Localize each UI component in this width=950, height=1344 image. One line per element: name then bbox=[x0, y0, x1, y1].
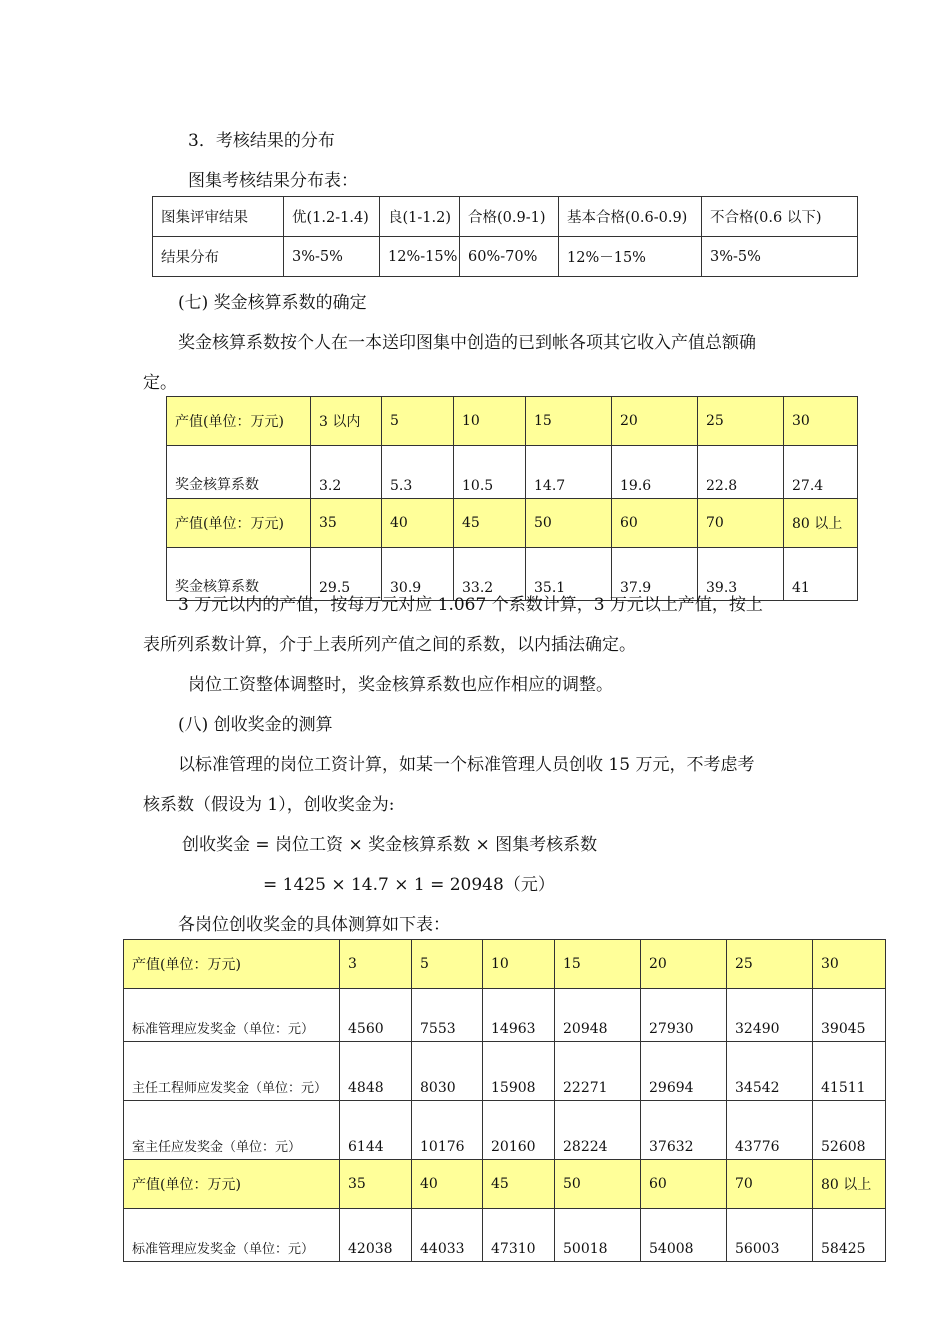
table-cell: 45 bbox=[454, 499, 526, 548]
table-cell: 15908 bbox=[483, 1042, 555, 1101]
table-cell: 10176 bbox=[412, 1101, 483, 1160]
header-cell: 不合格(0.6 以下) bbox=[702, 197, 858, 237]
table-cell: 30.9 bbox=[382, 548, 454, 601]
table-cell: 33.2 bbox=[454, 548, 526, 601]
header-cell: 优(1.2-1.4) bbox=[284, 197, 380, 237]
table-cell: 10 bbox=[483, 940, 555, 989]
table-cell: 6144 bbox=[340, 1101, 412, 1160]
table-cell: 56003 bbox=[727, 1209, 813, 1262]
table-cell: 80 以上 bbox=[813, 1160, 886, 1209]
table-cell: 50 bbox=[526, 499, 612, 548]
table-cell: 标准管理应发奖金（单位：元） bbox=[124, 1209, 340, 1262]
table-row bbox=[167, 548, 858, 601]
table-3-caption: 各岗位创收奖金的具体测算如下表： bbox=[178, 915, 450, 935]
table-cell: 奖金核算系数 bbox=[167, 446, 311, 499]
section-8-heading: (八) 创收奖金的测算 bbox=[178, 715, 333, 735]
table-cell: 60%-70% bbox=[460, 237, 559, 277]
table-cell: 14963 bbox=[483, 989, 555, 1042]
table-row-highlight bbox=[124, 940, 886, 989]
table-cell: 40 bbox=[382, 499, 454, 548]
table-cell: 20948 bbox=[555, 989, 641, 1042]
table-cell: 27.4 bbox=[784, 446, 858, 499]
table-cell: 3.2 bbox=[311, 446, 382, 499]
table-cell: 35 bbox=[340, 1160, 412, 1209]
table-1-caption: 图集考核结果分布表： bbox=[188, 171, 358, 191]
header-cell: 良(1-1.2) bbox=[380, 197, 460, 237]
table-cell: 产值(单位：万元) bbox=[124, 940, 340, 989]
table-cell: 42038 bbox=[340, 1209, 412, 1262]
table-cell: 10 bbox=[454, 397, 526, 446]
table-cell: 奖金核算系数 bbox=[167, 548, 311, 601]
table-row-highlight bbox=[167, 499, 858, 548]
table-cell: 44033 bbox=[412, 1209, 483, 1262]
table-cell: 70 bbox=[698, 499, 784, 548]
table-cell: 3 以内 bbox=[311, 397, 382, 446]
table-row bbox=[124, 989, 886, 1042]
table-cell: 10.5 bbox=[454, 446, 526, 499]
section-8-paragraph-line-1: 以标准管理的岗位工资计算，如某一个标准管理人员创收 15 万元，不考虑考 bbox=[178, 755, 755, 775]
table-cell: 39045 bbox=[813, 989, 886, 1042]
table-cell: 4560 bbox=[340, 989, 412, 1042]
table-cell: 58425 bbox=[813, 1209, 886, 1262]
table-cell: 7553 bbox=[412, 989, 483, 1042]
table-cell: 室主任应发奖金（单位：元） bbox=[124, 1101, 340, 1160]
table-cell: 8030 bbox=[412, 1042, 483, 1101]
evaluation-distribution-table bbox=[152, 196, 858, 277]
header-cell: 图集评审结果 bbox=[153, 197, 284, 237]
paragraph-interpolation-line-1: 3 万元以内的产值，按每万元对应 1.067 个系数计算，3 万元以上产值，按上 bbox=[178, 595, 763, 615]
table-row-highlight bbox=[124, 1160, 886, 1209]
table-cell: 19.6 bbox=[612, 446, 698, 499]
table-cell: 15 bbox=[555, 940, 641, 989]
table-cell: 29.5 bbox=[311, 548, 382, 601]
table-cell: 50 bbox=[555, 1160, 641, 1209]
table-cell: 28224 bbox=[555, 1101, 641, 1160]
table-cell: 3 bbox=[340, 940, 412, 989]
table-cell: 主任工程师应发奖金（单位：元） bbox=[124, 1042, 340, 1101]
table-cell: 50018 bbox=[555, 1209, 641, 1262]
table-cell: 20 bbox=[612, 397, 698, 446]
table-cell: 20160 bbox=[483, 1101, 555, 1160]
paragraph-adjustment: 岗位工资整体调整时，奖金核算系数也应作相应的调整。 bbox=[188, 675, 613, 695]
table-cell: 32490 bbox=[727, 989, 813, 1042]
table-cell: 39.3 bbox=[698, 548, 784, 601]
table-header-row bbox=[153, 197, 858, 237]
table-cell: 35 bbox=[311, 499, 382, 548]
section-3-heading: 3．考核结果的分布 bbox=[188, 131, 335, 151]
table-cell: 产值(单位：万元) bbox=[167, 499, 311, 548]
table-cell: 70 bbox=[727, 1160, 813, 1209]
table-cell: 52608 bbox=[813, 1101, 886, 1160]
section-7-paragraph-line-1: 奖金核算系数按个人在一本送印图集中创造的已到帐各项其它收入产值总额确 bbox=[178, 333, 756, 353]
table-cell: 产值(单位：万元) bbox=[124, 1160, 340, 1209]
table-cell: 产值(单位：万元) bbox=[167, 397, 311, 446]
table-cell: 30 bbox=[813, 940, 886, 989]
table-cell: 22.8 bbox=[698, 446, 784, 499]
table-row bbox=[153, 237, 858, 277]
table-row bbox=[124, 1209, 886, 1262]
table-cell: 5.3 bbox=[382, 446, 454, 499]
table-cell: 35.1 bbox=[526, 548, 612, 601]
table-cell: 37.9 bbox=[612, 548, 698, 601]
table-cell: 25 bbox=[698, 397, 784, 446]
table-cell: 54008 bbox=[641, 1209, 727, 1262]
table-cell: 29694 bbox=[641, 1042, 727, 1101]
table-cell: 3%-5% bbox=[702, 237, 858, 277]
section-7-heading: (七) 奖金核算系数的确定 bbox=[178, 293, 367, 313]
table-cell: 3%-5% bbox=[284, 237, 380, 277]
header-cell: 基本合格(0.6-0.9) bbox=[559, 197, 702, 237]
table-cell: 20 bbox=[641, 940, 727, 989]
table-cell: 30 bbox=[784, 397, 858, 446]
table-cell: 40 bbox=[412, 1160, 483, 1209]
table-cell: 22271 bbox=[555, 1042, 641, 1101]
section-8-paragraph-line-2: 核系数（假设为 1），创收奖金为: bbox=[143, 795, 395, 815]
table-cell: 结果分布 bbox=[153, 237, 284, 277]
table-cell: 25 bbox=[727, 940, 813, 989]
table-cell: 4848 bbox=[340, 1042, 412, 1101]
table-cell: 标准管理应发奖金（单位：元） bbox=[124, 989, 340, 1042]
table-cell: 12%－15% bbox=[559, 237, 702, 277]
table-cell: 80 以上 bbox=[784, 499, 858, 548]
table-row bbox=[124, 1101, 886, 1160]
position-bonus-table bbox=[123, 939, 886, 1262]
table-row bbox=[124, 1042, 886, 1101]
table-cell: 15 bbox=[526, 397, 612, 446]
table-cell: 27930 bbox=[641, 989, 727, 1042]
bonus-coefficient-table bbox=[166, 396, 858, 601]
table-row bbox=[167, 446, 858, 499]
table-cell: 14.7 bbox=[526, 446, 612, 499]
table-cell: 34542 bbox=[727, 1042, 813, 1101]
table-cell: 5 bbox=[412, 940, 483, 989]
table-cell: 12%-15% bbox=[380, 237, 460, 277]
bonus-formula: 创收奖金 = 岗位工资 × 奖金核算系数 × 图集考核系数 bbox=[182, 835, 598, 855]
table-cell: 60 bbox=[641, 1160, 727, 1209]
table-cell: 37632 bbox=[641, 1101, 727, 1160]
table-cell: 41511 bbox=[813, 1042, 886, 1101]
table-cell: 47310 bbox=[483, 1209, 555, 1262]
table-cell: 5 bbox=[382, 397, 454, 446]
paragraph-interpolation-line-2: 表所列系数计算，介于上表所列产值之间的系数，以内插法确定。 bbox=[143, 635, 636, 655]
section-7-paragraph-line-2: 定。 bbox=[143, 373, 177, 393]
table-cell: 60 bbox=[612, 499, 698, 548]
table-row-highlight bbox=[167, 397, 858, 446]
table-cell: 43776 bbox=[727, 1101, 813, 1160]
bonus-formula-result: = 1425 × 14.7 × 1 = 20948（元） bbox=[263, 875, 555, 895]
table-cell: 41 bbox=[784, 548, 858, 601]
header-cell: 合格(0.9-1) bbox=[460, 197, 559, 237]
table-cell: 45 bbox=[483, 1160, 555, 1209]
